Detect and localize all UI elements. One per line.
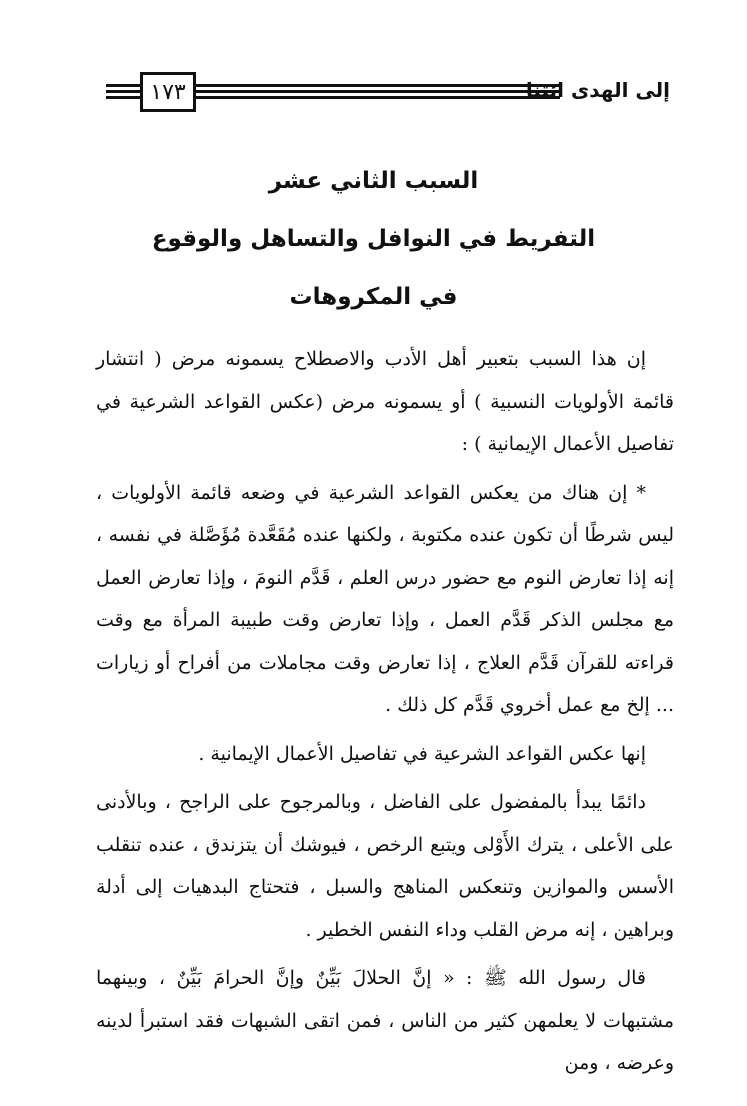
- paragraph: * إن هناك من يعكس القواعد الشرعية في وضعه قائمة الأولويات ، ليس شرطًا أن تكون عنده مكتوبة ، ولكنها عنده مُقَعَّدة مُؤَصَّلة في نفسه ، إنه إذا تعارض النوم مع حضور درس العلم ، قَدَّم النومَ ، وإذا تعارض العمل مع مجلس الذكر قَدَّم العمل ، وإذا تعارض وقت طبيبة المرأة مع وقت قراءته للقرآن قَدَّم العلاج ، إذا تعارض وقت مجاملات من أفراح أو زيارات ... إلخ مع عمل أخروي قَدَّم كل ذلك .: [96, 481, 674, 716]
- chapter-title-line-2: التفريط في النوافل والتساهل والوقوع: [151, 226, 596, 252]
- paragraph: قال رسول الله ﷺ : « إنَّ الحلالَ بَيِّنٌ وإنَّ الحرامَ بَيِّنٌ ، وبينهما مشتبهات لا يعلمهن كثير من الناس ، فمن اتقى الشبهات فقد استبرأ لدينه وعرضه ، ومن: [96, 967, 674, 1074]
- running-head: إلى الهدى ائتنا: [525, 78, 670, 102]
- chapter-title-line-1: السبب الثاني عشر: [268, 168, 479, 194]
- header-rule: [196, 90, 560, 93]
- body-text: [96, 338, 674, 1091]
- header-rule: [106, 96, 140, 99]
- paragraph: دائمًا يبدأ بالمفضول على الفاضل ، وبالمرجوح على الراجح ، وبالأدنى على الأعلى ، يترك الأَوْلى ويتبع الرخص ، فيوشك أن يتزندق ، عنده تنقلب الأسس والموازين وتنعكس المناهج والسبل ، فتحتاج البدهيات إلى أدلة وبراهين ، إنه مرض القلب وداء النفس الخطير .: [96, 791, 674, 941]
- page-header: [98, 62, 676, 122]
- page-number: ١٧٣: [140, 72, 196, 112]
- header-rule: [106, 84, 140, 87]
- header-rule: [196, 84, 560, 87]
- header-rule: [106, 90, 140, 93]
- paragraph: إن هذا السبب بتعبير أهل الأدب والاصطلاح يسمونه مرض ( انتشار قائمة الأولويات النسبية ) أو يسمونه مرض (عكس القواعد الشرعية في تفاصيل الأعمال الإيمانية ) :: [96, 348, 674, 455]
- chapter-title-line-3: في المكروهات: [289, 284, 458, 310]
- header-rule: [196, 96, 560, 99]
- paragraph: إنها عكس القواعد الشرعية في تفاصيل الأعمال الإيمانية .: [198, 742, 646, 765]
